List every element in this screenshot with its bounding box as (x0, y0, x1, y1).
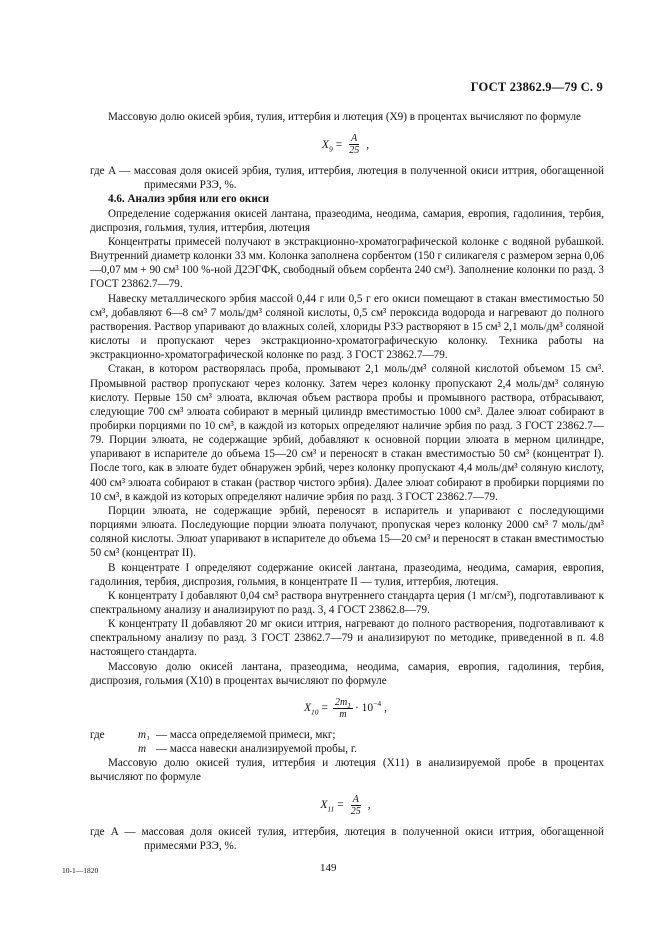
paragraph: Навеску металлического эрбия массой 0,44 г или 0,5 г его окиси помещают в стакан вместимостью 50 см³, добавляют 6—8 см³ 7 моль/дм³ соляной кислоты, 0,5 см³ пероксида водорода и нагревают до полного растворения. Раствор упаривают до влажных солей, хлориды РЗЭ растворяют в 15 см³ 2,1 моль/дм³ соляной кислоты и пропускают через экстракционно-хроматографическую колонку. Техника работы на экстракционно-хроматографической колонке по разд. 3 ГОСТ 23862.7—79. (90, 292, 604, 362)
page-number: 149 (320, 862, 337, 874)
formula-lhs: $X_{10}$ (303, 702, 319, 717)
formula-eq: = (335, 138, 343, 151)
paragraph: К концентрату I добавляют 0,04 см³ раствора внутреннего стандарта церия (1 мг/см³), подготавливают к спектральному анализу и анализируют по разд. 3, 4 ГОСТ 23862.8—79. (90, 589, 604, 616)
definition-row: m — масса навески анализируемой пробы, г. (138, 743, 357, 756)
formula-lhs: $X_{11}$ (320, 798, 335, 814)
formula-x10: $X_{10}$ = $\frac{2m_1}{m}$ · $10^{-4}$ , (303, 696, 388, 720)
paragraph: Определение содержания окисей лантана, празеодима, неодима, самария, европия, гадолиния, тербия, диспрозия, гольмия, тулия, иттербия, лютеция (90, 207, 604, 234)
page-header: ГОСТ 23862.9—79 С. 9 (470, 80, 603, 94)
print-code: 10-1—1820 (62, 866, 99, 875)
formula-fraction: $\frac{A}{25}$ (349, 133, 360, 157)
formula-definition: где A — массовая доля окисей тулия, иттербия, лютеция в полученной окиси иттрия, обогащенной примесями РЗЭ, %. (90, 825, 604, 852)
document-body (90, 110, 604, 853)
formula-lhs: $X_9$ (321, 138, 333, 153)
formula-x9: $X_9$ = $\frac{A}{25}$ , (321, 133, 370, 157)
formula-definition: где A — массовая доля окисей эрбия, тулия, иттербия, лютеция в полученной окиси иттрия, обогащенной примесями РЗЭ, %. (90, 165, 604, 192)
section-heading: 4.6. Анализ эрбия или его окиси (108, 193, 270, 206)
paragraph: Массовую долю окисей тулия, иттербия и лютеция (X11) в анализируемой пробе в процентах вычисляют по формуле (90, 757, 604, 784)
paragraph: Стакан, в котором растворялась проба, промывают 2,1 моль/дм³ соляной кислотой объемом 15 см³. Промывной раствор пропускают через колонку. Затем через колонку пропускают 2,4 моль/дм³ соляную кислоту. Первые 150 см³ элюата, включая объем раствора пробы и промывного раствора, отбрасывают, следующие 700 см³ элюата собирают в мерный цилиндр вместимостью 1000 см³. Далее элюат собирают в пробирки порциями по 10 см³, в каждой из которых определяют наличие эрбия по разд. 3 ГОСТ 23862.7—79. Порции элюата, не содержащие эрбий, добавляют к основной порции элюата в мерном цилиндре, упаривают в испарителе до объема 15—20 см³ и переносят в стакан вместимостью 50 см³ (концентрат I). После того, как в элюате будет обнаружен эрбий, через колонку пропускают 4,4 моль/дм³ соляную кислоту, 400 см³ элюата собирают в стакан (раствор чистого эрбия). Далее элюат собирают в пробирки порциями по 10 см³, в каждой из которых определяют наличие эрбия по разд. 3 ГОСТ 23862.7—79. (90, 363, 604, 503)
paragraph: Массовую долю окисей лантана, празеодима, неодима, самария, европия, гадолиния, тербия, диспрозия, гольмия (X10) в процентах вычисляют по формуле (90, 660, 604, 687)
paragraph: Массовую долю окисей эрбия, тулия, иттербия и лютеция (X9) в процентах вычисляют по формуле (108, 111, 581, 123)
formula-x11: $X_{11}$ = $\frac{A}{25}$ , (320, 793, 371, 817)
paragraph: К концентрату II добавляют 20 мг окиси иттрия, нагревают до полного растворения, подготавливают к спектральному анализу по разд. 3 ГОСТ 23862.7—79 и анализируют по методике, приведенной в п. 4.8 настоящего стандарта. (90, 618, 604, 659)
definition-row: где m₁ — масса определяемой примеси, мкг; (90, 728, 336, 741)
paragraph: Порции элюата, не содержащие эрбий, переносят в испаритель и упаривают с последующими порциями элюата. Последующие порции элюата получают, пропуская через колонку 2000 см³ 7 моль/дм³ соляной кислоты. Элюат упаривают в испарителе до объема 15—20 см³ и переносят в стакан вместимостью 50 см³ (концентрат II). (90, 504, 604, 560)
formula-fraction: $\frac{A}{25}$ (350, 793, 361, 817)
paragraph: В концентрате I определяют содержание окисей лантана, празеодима, неодима, самария, европия, гадолиния, тербия, диспрозия, гольмия, в концентрате II — тулия, иттербия, лютеция. (90, 561, 604, 588)
formula-fraction: $\frac{2m_1}{m}$ (334, 696, 351, 720)
paragraph: Концентраты примесей получают в экстракционно-хроматографической колонке с водяной рубашкой. Внутренний диаметр колонки 33 мм. Колонка заполнена сорбентом (150 г силикагеля с размером зерна 0,06—0,07 мм + 90 см³ 100 %-ной Д2ЭГФК, свободный объем сорбента 240 см³). Заполнение колонки по разд. 3 ГОСТ 23862.7—79. (90, 235, 604, 291)
